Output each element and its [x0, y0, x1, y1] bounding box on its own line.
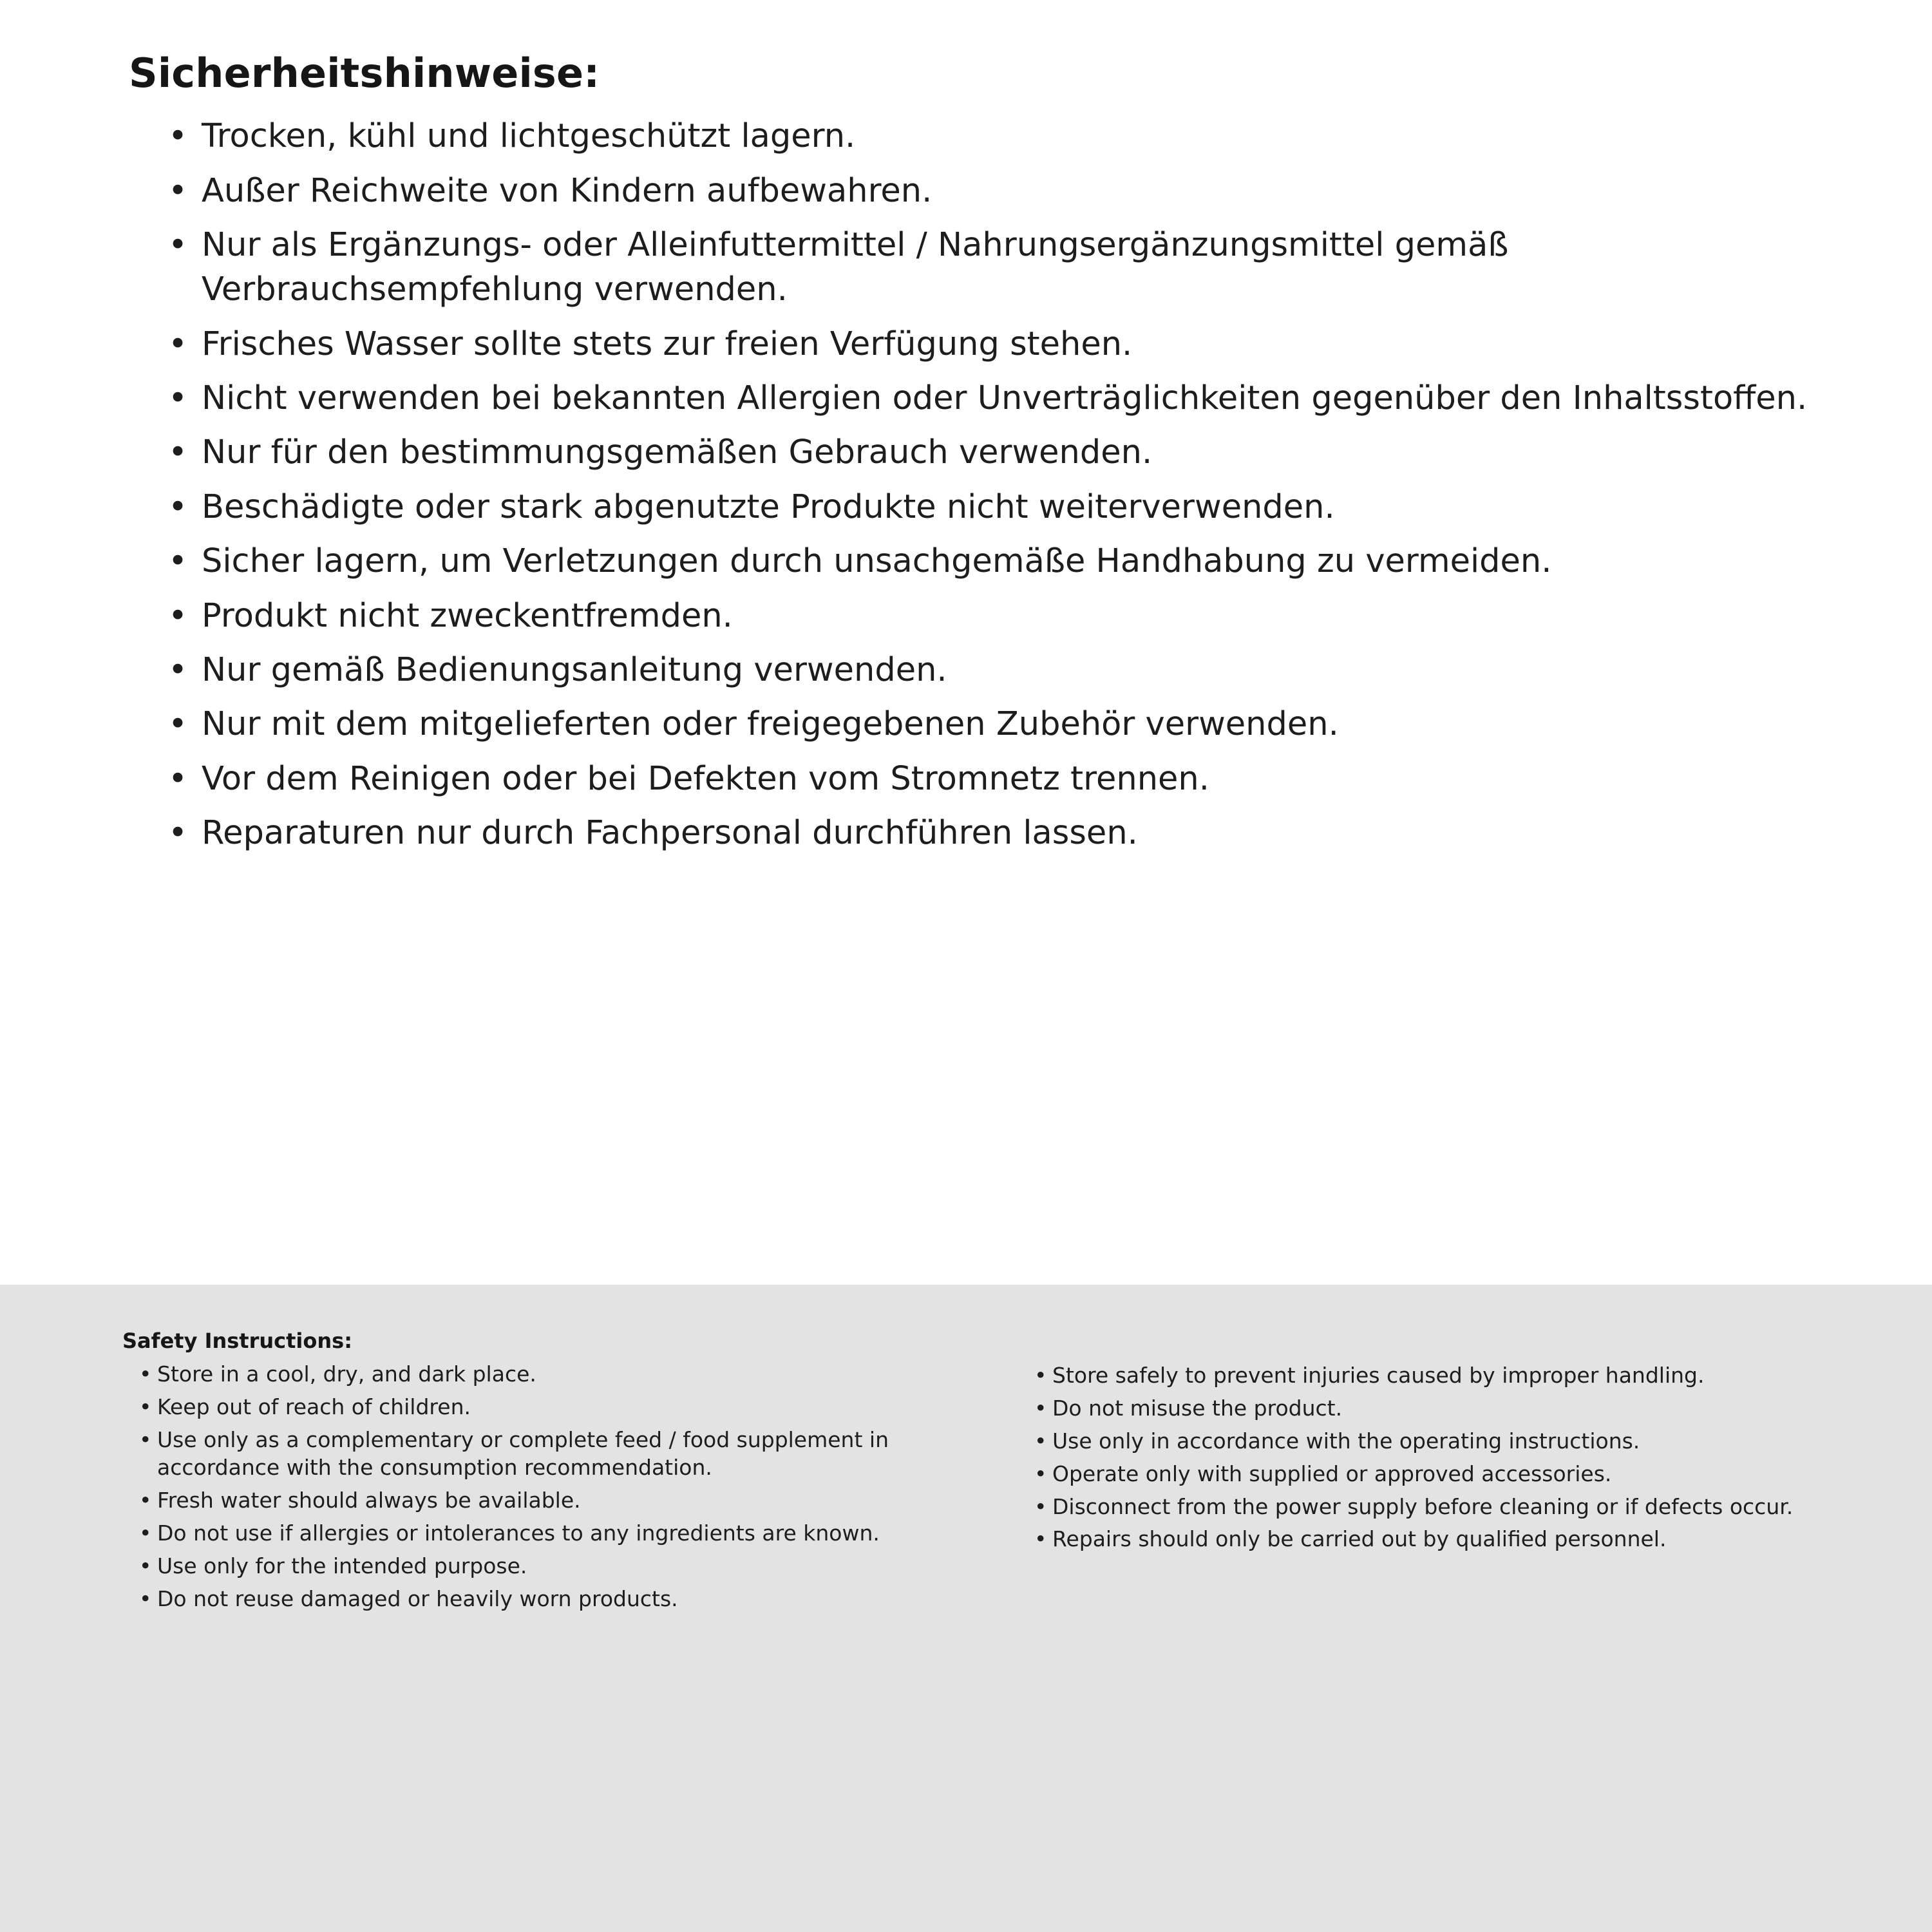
list-item-text: Beschädigte oder stark abgenutzte Produkte nicht weiterverwenden.	[202, 488, 1335, 526]
list-item	[139, 1553, 960, 1580]
bullet-icon: •	[168, 542, 188, 581]
list-item-text: Store in a cool, dry, and dark place.	[157, 1361, 536, 1387]
list-item	[139, 1586, 960, 1613]
list-item	[139, 1361, 960, 1388]
english-section-title: Safety Instructions:	[122, 1329, 352, 1353]
list-item	[1034, 1395, 1855, 1423]
list-item-text: Disconnect from the power supply before cleaning or if defects occur.	[1052, 1493, 1794, 1519]
list-item	[1034, 1362, 1855, 1390]
list-item	[164, 223, 1835, 312]
english-safety-list-left	[122, 1361, 960, 1613]
german-safety-list	[129, 114, 1835, 855]
list-item	[139, 1520, 960, 1548]
bullet-icon: •	[168, 488, 188, 526]
bullet-icon: •	[168, 117, 188, 156]
list-item	[1034, 1526, 1855, 1553]
english-safety-section	[0, 1285, 1932, 1932]
list-item-text: Reparaturen nur durch Fachpersonal durchführen lassen.	[202, 813, 1138, 852]
bullet-icon: •	[1034, 1526, 1047, 1552]
list-item	[164, 594, 1835, 638]
bullet-icon: •	[1034, 1363, 1047, 1388]
list-item-text: Use only in accordance with the operating instructions.	[1052, 1428, 1640, 1454]
list-item	[164, 114, 1835, 158]
bullet-icon: •	[168, 813, 188, 852]
bullet-icon: •	[168, 226, 188, 265]
list-item-text: Keep out of reach of children.	[157, 1394, 471, 1420]
list-item-text: Nur für den bestimmungsgemäßen Gebrauch verwenden.	[202, 433, 1153, 472]
list-item	[164, 702, 1835, 746]
list-item-text: Nicht verwenden bei bekannten Allergien oder Unverträglichkeiten gegenüber den Inhaltsstoffen.	[202, 379, 1808, 418]
list-item	[164, 811, 1835, 855]
bullet-icon: •	[139, 1427, 152, 1453]
english-columns	[122, 1329, 1855, 1618]
bullet-icon: •	[168, 759, 188, 798]
bullet-icon: •	[139, 1553, 152, 1578]
bullet-icon: •	[1034, 1493, 1047, 1519]
list-item-text: Repairs should only be carried out by qualified personnel.	[1052, 1526, 1667, 1552]
list-item	[139, 1426, 960, 1482]
german-section-title: Sicherheitshinweise:	[129, 50, 600, 97]
list-item-text: Außer Reichweite von Kindern aufbewahren.	[202, 171, 933, 210]
bullet-icon: •	[168, 171, 188, 210]
bullet-icon: •	[168, 433, 188, 472]
list-item-text: Operate only with supplied or approved accessories.	[1052, 1461, 1612, 1486]
list-item-text: Do not reuse damaged or heavily worn products.	[157, 1586, 678, 1611]
list-item-text: Use only for the intended purpose.	[157, 1553, 527, 1578]
bullet-icon: •	[139, 1586, 152, 1611]
english-column-right	[1018, 1329, 1855, 1558]
list-item-text: Use only as a complementary or complete feed / food supplement in accordance with the consumption recommendation.	[157, 1427, 889, 1481]
bullet-icon: •	[168, 596, 188, 635]
bullet-icon: •	[139, 1487, 152, 1513]
list-item-text: Produkt nicht zweckentfremden.	[202, 596, 733, 635]
bullet-icon: •	[168, 379, 188, 418]
list-item-text: Vor dem Reinigen oder bei Defekten vom Stromnetz trennen.	[202, 759, 1209, 798]
bullet-icon: •	[1034, 1428, 1047, 1454]
bullet-icon: •	[1034, 1461, 1047, 1486]
bullet-icon: •	[1034, 1395, 1047, 1421]
list-item	[139, 1394, 960, 1421]
bullet-icon: •	[168, 650, 188, 689]
list-item	[1034, 1461, 1855, 1488]
list-item	[1034, 1493, 1855, 1521]
list-item	[164, 169, 1835, 213]
list-item-text: Nur als Ergänzungs- oder Alleinfuttermittel / Nahrungsergänzungsmittel gemäß Verbrauchsempfehlung verwenden.	[202, 226, 1509, 309]
list-item	[164, 648, 1835, 692]
list-item-text: Nur mit dem mitgelieferten oder freigegebenen Zubehör verwenden.	[202, 705, 1339, 744]
list-item	[164, 430, 1835, 475]
list-item-text: Store safely to prevent injuries caused by improper handling.	[1052, 1363, 1705, 1388]
list-item-text: Sicher lagern, um Verletzungen durch unsachgemäße Handhabung zu vermeiden.	[202, 542, 1552, 581]
list-item-text: Trocken, kühl und lichtgeschützt lagern.	[202, 117, 856, 156]
bullet-icon: •	[139, 1361, 152, 1387]
list-item	[164, 485, 1835, 529]
list-item-text: Frisches Wasser sollte stets zur freien Verfügung stehen.	[202, 325, 1133, 363]
list-item-text: Fresh water should always be available.	[157, 1487, 581, 1513]
bullet-icon: •	[139, 1520, 152, 1546]
list-item	[164, 757, 1835, 801]
list-item	[164, 539, 1835, 583]
bullet-icon: •	[139, 1394, 152, 1420]
list-item-text: Do not use if allergies or intolerances to any ingredients are known.	[157, 1520, 880, 1546]
list-item	[1034, 1428, 1855, 1455]
english-column-left	[122, 1329, 960, 1618]
list-item-text: Do not misuse the product.	[1052, 1395, 1343, 1421]
bullet-icon: •	[168, 325, 188, 363]
english-safety-list-right	[1018, 1362, 1855, 1553]
bullet-icon: •	[168, 705, 188, 744]
list-item	[139, 1487, 960, 1515]
list-item-text: Nur gemäß Bedienungsanleitung verwenden.	[202, 650, 947, 689]
list-item	[164, 322, 1835, 366]
list-item	[164, 376, 1835, 421]
